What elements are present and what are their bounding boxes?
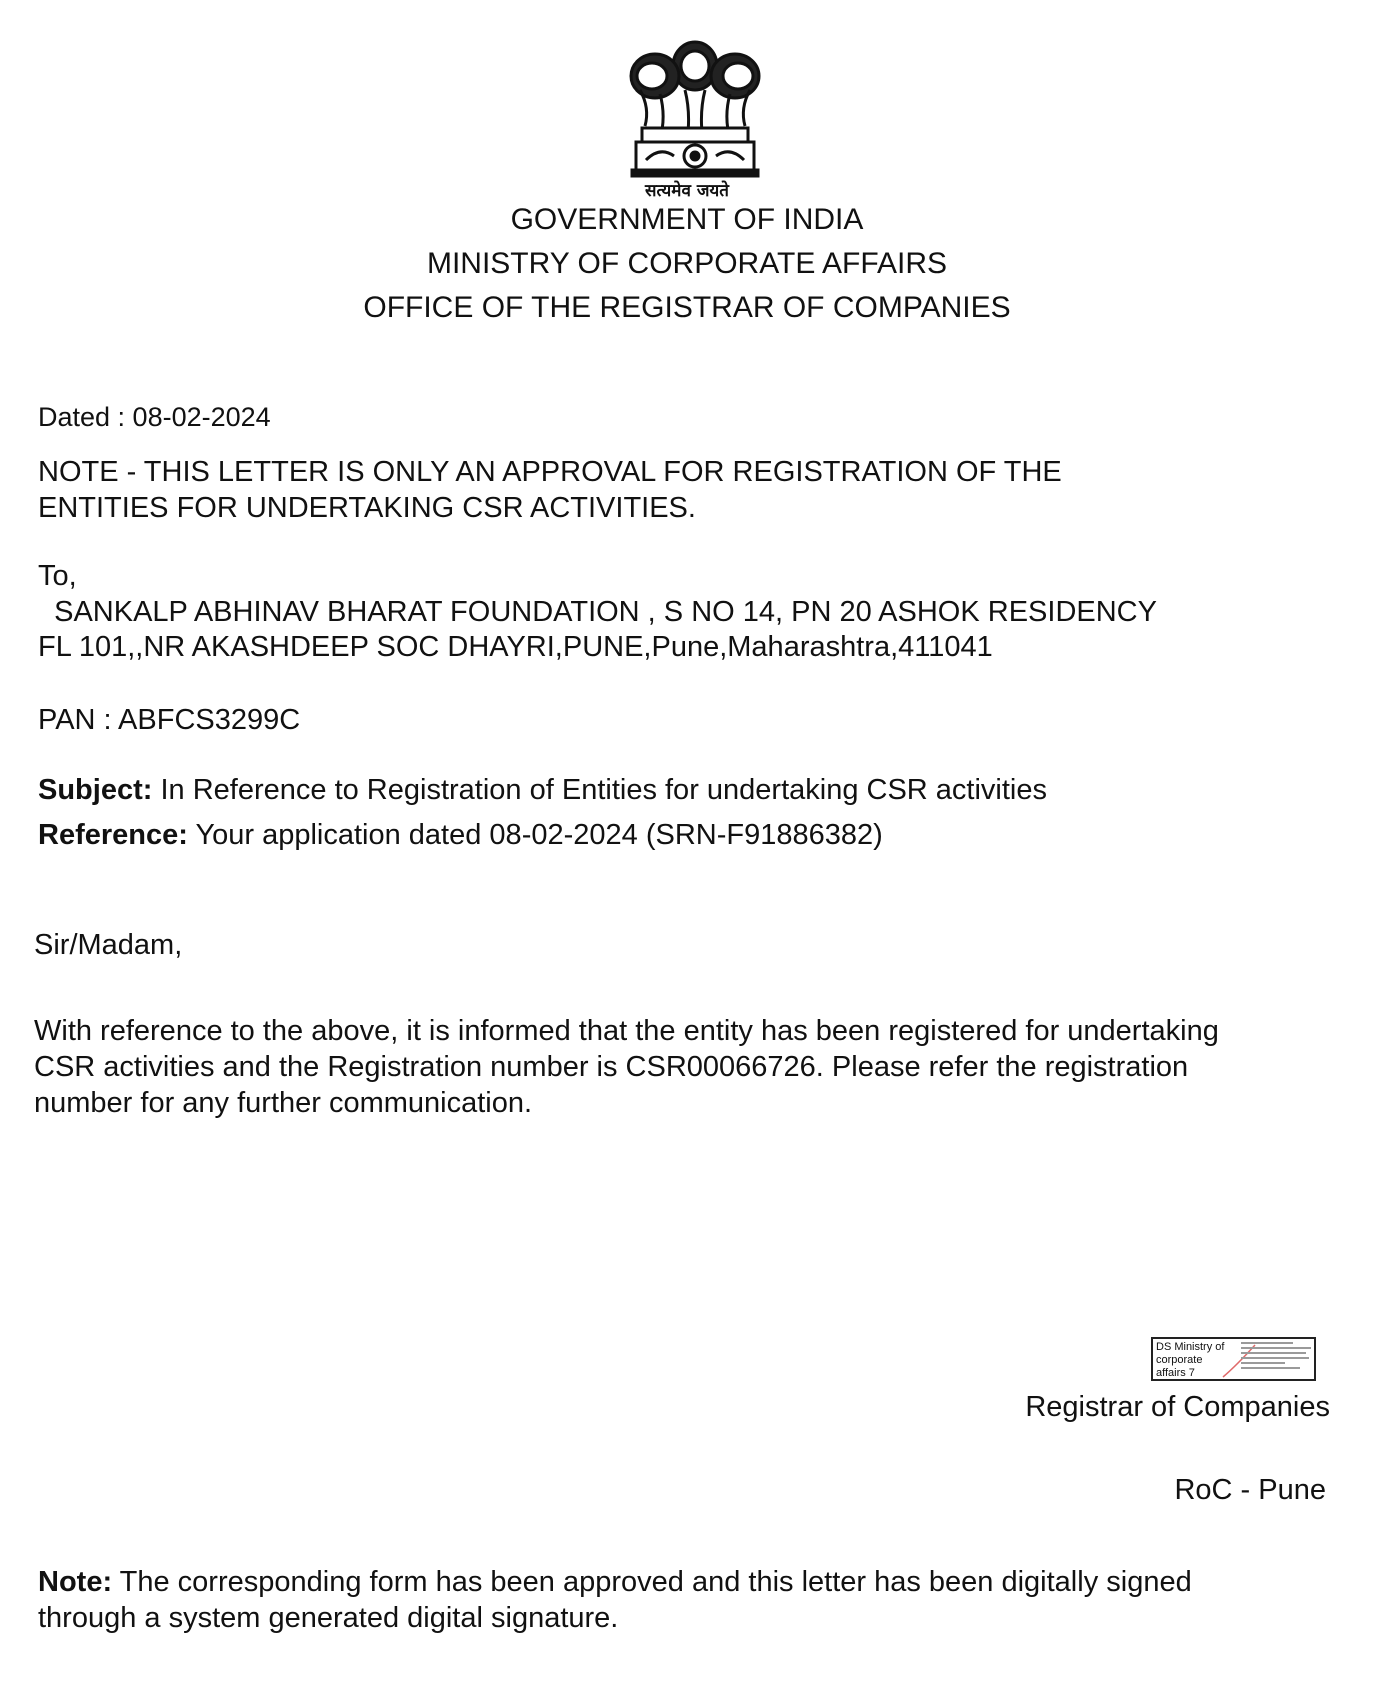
subject-label: Subject: bbox=[38, 774, 153, 806]
letter-to: To, bbox=[38, 560, 77, 592]
body-line1: With reference to the above, it is informed that the entity has been registered for undertaking bbox=[34, 1015, 1219, 1047]
letter-note-line2: ENTITIES FOR UNDERTAKING CSR ACTIVITIES. bbox=[38, 492, 696, 524]
digital-signature-stamp bbox=[1151, 1337, 1316, 1381]
signature-stamp-label: DS Ministry of corporate affairs 7 bbox=[1156, 1341, 1225, 1379]
header-ministry: MINISTRY OF CORPORATE AFFAIRS bbox=[426, 247, 948, 280]
reference-line bbox=[38, 817, 883, 853]
header-office: OFFICE OF THE REGISTRAR OF COMPANIES bbox=[363, 291, 1011, 324]
salutation: Sir/Madam, bbox=[34, 929, 183, 961]
header-government: GOVERNMENT OF INDIA bbox=[510, 203, 864, 236]
national-emblem-icon bbox=[610, 28, 780, 198]
footer-note-line1 bbox=[38, 1564, 1192, 1600]
reference-label: Reference: bbox=[38, 819, 188, 851]
pan-number: PAN : ABFCS3299C bbox=[38, 704, 301, 736]
body-line3: number for any further communication. bbox=[34, 1087, 533, 1119]
address-line1: SANKALP ABHINAV BHARAT FOUNDATION , S NO 14, PN 20 ASHOK RESIDENCY bbox=[38, 596, 1157, 628]
body-line2: CSR activities and the Registration number is CSR00066726. Please refer the registration bbox=[34, 1051, 1189, 1083]
emblem-motto: सत्यमेव जयते bbox=[645, 181, 729, 201]
subject-text: In Reference to Registration of Entities for undertaking CSR activities bbox=[152, 774, 1048, 806]
footer-note-text1: The corresponding form has been approved and this letter has been digitally signed bbox=[112, 1566, 1192, 1598]
letter-date: Dated : 08-02-2024 bbox=[38, 402, 271, 432]
subject-line bbox=[38, 772, 1047, 808]
address-line2: FL 101,,NR AKASHDEEP SOC DHAYRI,PUNE,Pune,Maharashtra,411041 bbox=[38, 631, 993, 663]
signatory-office: RoC - Pune bbox=[1174, 1474, 1326, 1506]
letter-note-line1: NOTE - THIS LETTER IS ONLY AN APPROVAL FOR REGISTRATION OF THE bbox=[38, 456, 1062, 488]
signature-details-fineprint bbox=[1241, 1342, 1315, 1372]
reference-text: Your application dated 08-02-2024 (SRN-F91886382) bbox=[187, 819, 883, 851]
footer-note-line2: through a system generated digital signature. bbox=[38, 1602, 619, 1634]
signatory-title: Registrar of Companies bbox=[1025, 1391, 1330, 1423]
footer-note-label: Note: bbox=[38, 1566, 113, 1598]
